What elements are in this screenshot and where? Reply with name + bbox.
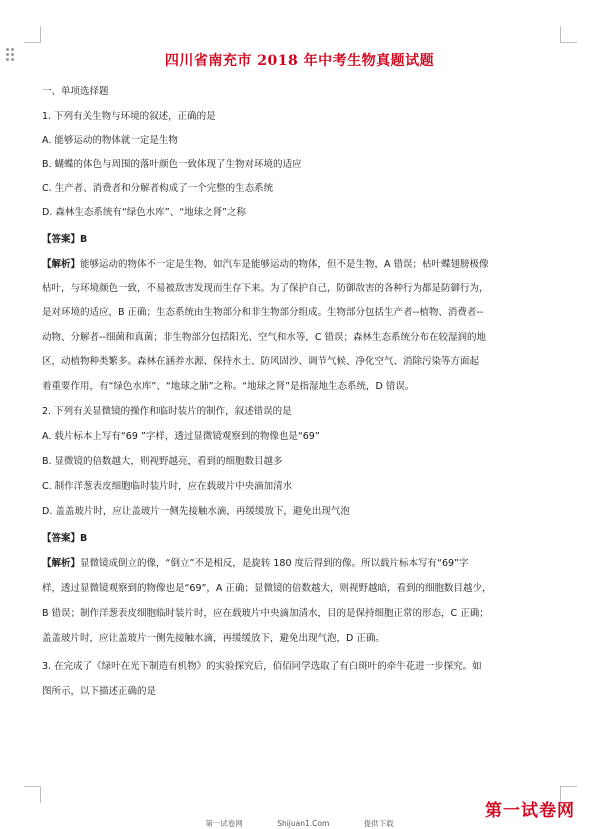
analysis-tag: 【解析】 bbox=[42, 259, 81, 270]
question-1-answer: 【答案】B bbox=[42, 234, 88, 245]
analysis-text: 显微镜成倒立的像，“倒立”不是相反，是旋转 180 度后得到的像。所以载片标本写有“69”字 bbox=[80, 558, 469, 569]
crop-mark-top-left bbox=[24, 26, 41, 43]
site-logo[interactable]: 第一试卷网 bbox=[485, 801, 575, 821]
question-1-analysis-line: 动物、分解者--细菌和真菌；非生物部分包括阳光、空气和水等，C 错误；森林生态系统分布在较湿润的地 bbox=[42, 332, 487, 343]
question-1-analysis-line: 是对环境的适应，B 正确；生态系统由生物部分和非生物部分组成。生物部分包括生产者--植物、消费者-- bbox=[42, 307, 484, 318]
question-1-analysis-line bbox=[42, 258, 572, 271]
crop-mark-top-right bbox=[560, 26, 577, 43]
question-2-option-d: D. 盖盖玻片时，应让盖玻片一侧先接触水滴，再缓缓放下，避免出现气泡 bbox=[42, 506, 350, 517]
footer-site-name: 第一试卷网 bbox=[205, 819, 243, 828]
question-2-stem: 2. 下列有关显微镜的操作和临时装片的制作，叙述错误的是 bbox=[42, 406, 292, 417]
question-2-analysis-line bbox=[42, 557, 572, 570]
footer-download-text: 提供下载 bbox=[363, 819, 394, 828]
question-1-option-c: C. 生产者、消费者和分解者构成了一个完整的生态系统 bbox=[42, 183, 274, 194]
section-heading: 一、单项选择题 bbox=[42, 86, 109, 97]
document-title: 四川省南充市 2018 年中考生物真题试题 bbox=[164, 53, 435, 69]
question-2-analysis-line: B 错误；制作洋葱表皮细胞临时装片时，应在载玻片中央滴加清水，目的是保持细胞正常的形态，C 正确； bbox=[42, 608, 489, 619]
question-1-option-d: D. 森林生态系统有“绿色水库”、“地球之肾”之称 bbox=[42, 207, 247, 218]
question-2-option-a: A. 载片标本上写有“69 ”字样，透过显微镜观察到的物像也是“69” bbox=[42, 431, 320, 442]
question-2-option-b: B. 显微镜的倍数越大，则视野越亮，看到的细胞数目越多 bbox=[42, 456, 283, 467]
question-2-analysis-line: 样，透过显微镜观察到的物像也是“69”，A 正确；显微镜的倍数越大，则视野越暗，看到的细胞数目越少， bbox=[42, 583, 492, 594]
question-2-option-c: C. 制作洋葱表皮细胞临时装片时，应在载玻片中央滴加清水 bbox=[42, 481, 293, 492]
question-1-option-b: B. 蝴蝶的体色与周围的落叶颜色一致体现了生物对环境的适应 bbox=[42, 159, 302, 170]
question-3-stem: 图所示，以下描述正确的是 bbox=[42, 686, 157, 697]
question-1-stem: 1. 下列有关生物与环境的叙述，正确的是 bbox=[42, 111, 216, 122]
page-footer bbox=[0, 818, 599, 829]
question-1-analysis-line: 枯叶，与环境颜色一致，不易被敌害发现而生存下来。为了保护自己，防御敌害的各种行为都是防御行为， bbox=[42, 283, 489, 294]
question-2-analysis-line: 盖盖玻片时，应让盖玻片一侧先接触水滴，再缓缓放下，避免出现气泡，D 正确。 bbox=[42, 633, 385, 644]
question-1-option-a: A. 能够运动的物体就一定是生物 bbox=[42, 135, 178, 146]
analysis-text: 能够运动的物体不一定是生物，如汽车是能够运动的物体，但不是生物，A 错误；枯叶蝶翅膀极像 bbox=[80, 259, 489, 270]
crop-mark-bottom-left bbox=[24, 786, 41, 803]
footer-site-url[interactable]: Shijuan1.Com bbox=[277, 819, 330, 828]
question-1-analysis-line: 着重要作用，有“绿色水库”、“地球之肺”之称。“地球之肾”是指湿地生态系统，D 错误。 bbox=[42, 381, 415, 392]
question-1-analysis-line: 区，动植物种类繁多。森林在涵养水源、保持水土、防风固沙、调节气候、净化空气、消除污染等方面起 bbox=[42, 356, 480, 367]
analysis-tag: 【解析】 bbox=[42, 558, 81, 569]
question-3-stem: 3. 在完成了《绿叶在光下制造有机物》的实验探究后，佰佰同学选取了有白斑叶的牵牛花进一步探究。如 bbox=[42, 661, 482, 672]
question-2-answer: 【答案】B bbox=[42, 533, 88, 544]
